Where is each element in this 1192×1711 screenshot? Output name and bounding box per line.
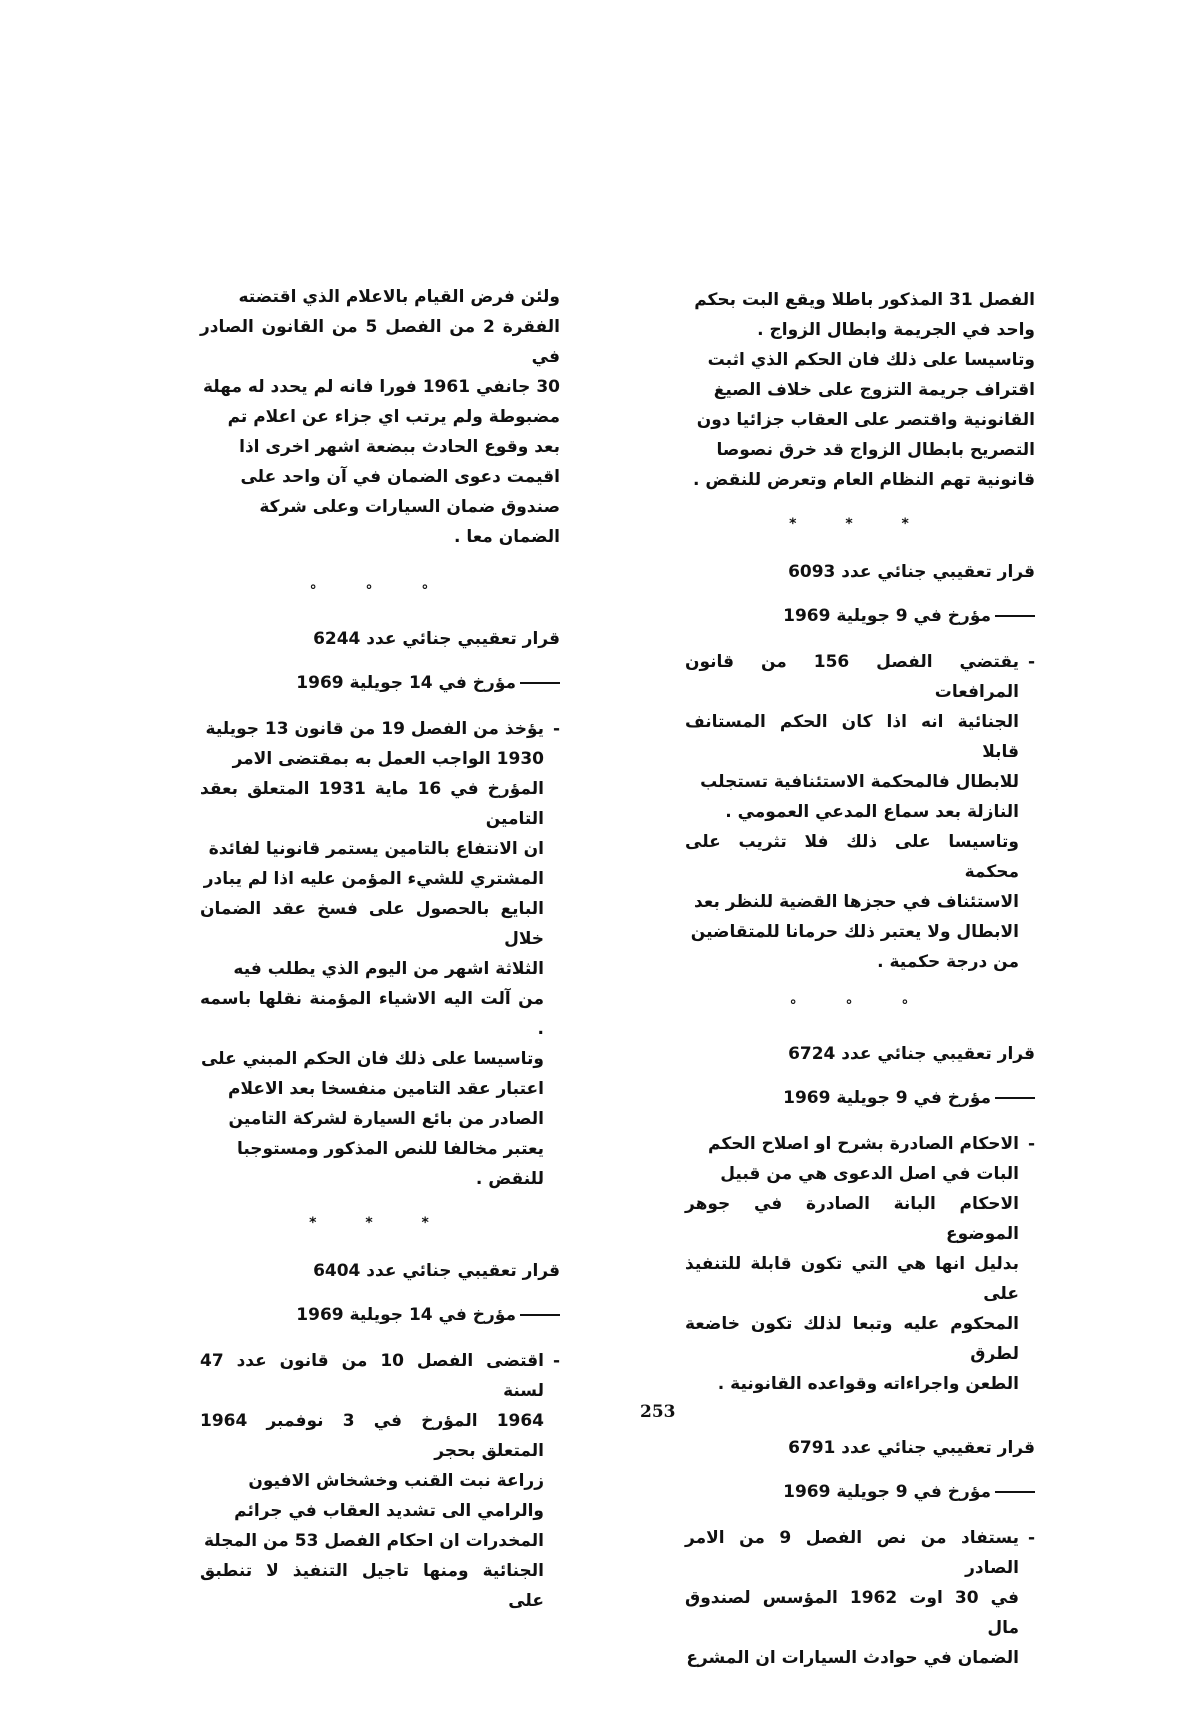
text-line: المحكوم عليه وتبعا لذلك تكون خاضعة لطرق	[685, 1314, 1019, 1364]
text-line: - يؤخذ من الفصل 19 من قانون 13 جويلية	[205, 719, 544, 739]
text-line: من درجة حكمية .	[877, 952, 1019, 972]
text-line: من آلت اليه الاشياء المؤمنة نقلها باسمه .	[200, 989, 544, 1039]
text-line: وتاسيسا على ذلك فان الحكم الذي اثبت	[707, 350, 1035, 370]
text-line: النازلة بعد سماع المدعي العمومي .	[725, 802, 1019, 822]
decision-summary	[685, 1129, 1035, 1399]
text-line: - الاحكام الصادرة بشرح او اصلاح الحكم	[708, 1134, 1019, 1154]
date-rule	[995, 1097, 1035, 1099]
text-line: وتاسيسا على ذلك فان الحكم المبني على	[200, 1049, 544, 1069]
text-line: اقيمت دعوى الضمان في آن واحد على	[240, 467, 560, 487]
text-line: ولئن فرض القيام بالاعلام الذي اقتضته	[238, 287, 560, 307]
decision-date-text: مؤرخ في 9 جويلية 1969	[783, 1482, 991, 1502]
right-column	[685, 285, 1035, 1673]
text-line: المخدرات ان احكام الفصل 53 من المجلة	[203, 1531, 544, 1551]
date-rule	[995, 1491, 1035, 1493]
decision-summary	[200, 714, 560, 1194]
decision-date	[200, 1300, 560, 1330]
text-line: مضبوطة ولم يرتب اي جزاء عن اعلام تم	[227, 407, 560, 427]
decision-summary	[200, 1346, 560, 1616]
text-line: للابطال فالمحكمة الاستئنافية تستجلب	[700, 772, 1019, 792]
text-line: المشتري للشيء المؤمن عليه اذا لم يبادر	[203, 869, 544, 889]
text-line: 1964 المؤرخ في 3 نوفمبر 1964 المتعلق بحجر	[200, 1411, 545, 1461]
decision-date-text: مؤرخ في 9 جويلية 1969	[783, 606, 991, 626]
decision-date-text: مؤرخ في 9 جويلية 1969	[783, 1088, 991, 1108]
text-line: الجنائية انه اذا كان الحكم المستانف قابلا	[685, 712, 1019, 762]
decision-title: قرار تعقيبي جنائي عدد 6724	[788, 1044, 1035, 1064]
text-line: البات في اصل الدعوى هي من قبيل	[720, 1164, 1019, 1184]
text-line: - يستفاد من نص الفصل 9 من الامر الصادر	[685, 1528, 1019, 1578]
text-line: الصادر من بائع السيارة لشركة التامين	[228, 1109, 544, 1129]
section-separator: * * *	[789, 516, 931, 532]
text-line: بدليل انها هي التي تكون قابلة للتنفيذ على	[685, 1254, 1019, 1304]
section-separator: * * *	[309, 1215, 451, 1231]
left-column	[200, 282, 560, 1616]
text-line: للنقض .	[475, 1169, 544, 1189]
decision-title: قرار تعقيبي جنائي عدد 6244	[313, 629, 560, 649]
text-line: الفقرة 2 من الفصل 5 من القانون الصادر في	[200, 317, 560, 367]
text-line: المؤرخ في 16 ماية 1931 المتعلق بعقد التامين	[200, 779, 544, 829]
text-line: يعتبر مخالفا للنص المذكور ومستوجبا	[236, 1139, 544, 1159]
decision-date-text: مؤرخ في 14 جويلية 1969	[296, 673, 516, 693]
section-separator: ° ° °	[309, 583, 451, 599]
text-line: الاحكام البانة الصادرة في جوهر الموضوع	[685, 1194, 1019, 1244]
text-line: اعتبار عقد التامين منفسخا بعد الاعلام	[228, 1079, 544, 1099]
text-line: 1930 الواجب العمل به بمقتضى الامر	[232, 749, 544, 769]
text-line: في 30 اوت 1962 المؤسس لصندوق مال	[685, 1588, 1019, 1638]
decision-title: قرار تعقيبي جنائي عدد 6093	[788, 562, 1035, 582]
text-line: الجنائية ومنها تاجيل التنفيذ لا تنطبق على	[200, 1561, 544, 1611]
text-line: واحد في الجريمة وابطال الزواج .	[757, 320, 1035, 340]
text-line: الابطال ولا يعتبر ذلك حرمانا للمتقاضين	[690, 922, 1019, 942]
text-line: التصريح بابطال الزواج قد خرق نصوصا	[716, 440, 1035, 460]
section-separator: ° ° °	[789, 998, 931, 1014]
right-intro-paragraph	[685, 285, 1035, 495]
text-line: البايع بالحصول على فسخ عقد الضمان خلال	[200, 899, 544, 949]
decision-date	[685, 1477, 1035, 1507]
decision-date	[200, 668, 560, 698]
date-rule	[520, 682, 560, 684]
text-line: الضمان في حوادث السيارات ان المشرع	[686, 1648, 1019, 1668]
text-line: قانونية تهم النظام العام وتعرض للنقض .	[693, 470, 1035, 490]
text-line: الطعن واجراءاته وقواعده القانونية .	[717, 1374, 1019, 1394]
decision-date	[685, 601, 1035, 631]
text-line: زراعة نبت القنب وخشخاش الافيون	[248, 1471, 544, 1491]
decision-date	[685, 1083, 1035, 1113]
decision-date-text: مؤرخ في 14 جويلية 1969	[296, 1305, 516, 1325]
text-line: الضمان معا .	[453, 527, 560, 547]
text-line: بعد وقوع الحادث ببضعة اشهر اخرى اذا	[239, 437, 560, 457]
text-line: ان الانتفاع بالتامين يستمر قانونيا لفائدة	[208, 839, 544, 859]
text-line: صندوق ضمان السيارات وعلى شركة	[259, 497, 560, 517]
text-line: والرامي الى تشديد العقاب في جرائم	[234, 1501, 544, 1521]
text-line: الفصل 31 المذكور باطلا ويقع البت بحكم	[694, 290, 1035, 310]
text-line: وتاسيسا على ذلك فلا تثريب على محكمة	[685, 832, 1019, 882]
text-line: القانونية واقتصر على العقاب جزائيا دون	[696, 410, 1035, 430]
decision-summary	[685, 647, 1035, 977]
text-line: - يقتضي الفصل 156 من قانون المرافعات	[685, 652, 1019, 702]
date-rule	[995, 615, 1035, 617]
text-line: - اقتضى الفصل 10 من قانون عدد 47 لسنة	[200, 1351, 544, 1401]
left-intro-paragraph	[200, 282, 560, 552]
text-line: الثلاثة اشهر من اليوم الذي يطلب فيه	[233, 959, 544, 979]
date-rule	[520, 1314, 560, 1316]
decision-title: قرار تعقيبي جنائي عدد 6791	[788, 1438, 1035, 1458]
text-line: 30 جانفي 1961 فورا فانه لم يحدد له مهلة	[202, 377, 560, 397]
text-line: اقتراف جريمة التزوج على خلاف الصيغ	[713, 380, 1035, 400]
decision-summary	[685, 1523, 1035, 1673]
decision-title: قرار تعقيبي جنائي عدد 6404	[313, 1261, 560, 1281]
text-line: الاستئناف في حجزها القضية للنظر بعد	[694, 892, 1019, 912]
page-number: 253	[640, 1402, 676, 1422]
